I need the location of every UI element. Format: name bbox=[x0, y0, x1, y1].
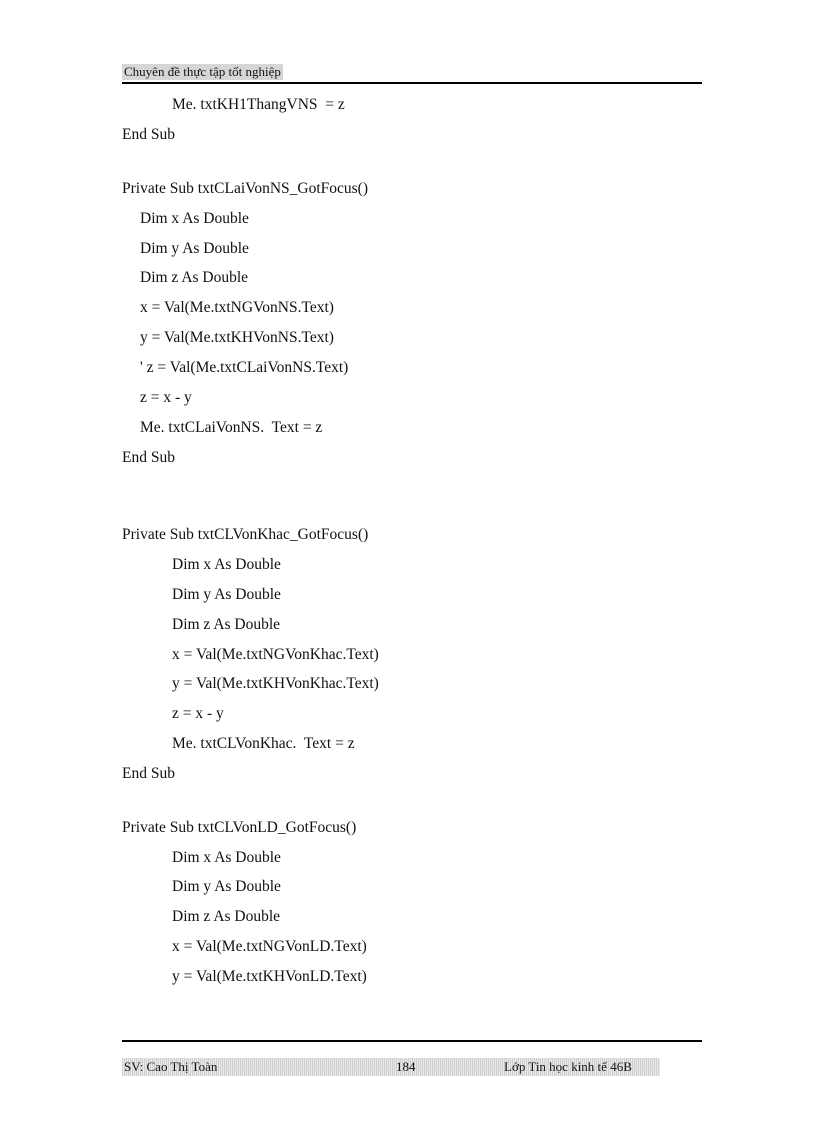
footer-student: SV: Cao Thị Toàn bbox=[124, 1059, 218, 1074]
code-line: Dim z As Double bbox=[172, 908, 281, 925]
page-footer bbox=[122, 1058, 660, 1076]
header-divider bbox=[122, 82, 702, 84]
code-line: ' z = Val(Me.txtCLaiVonNS.Text) bbox=[140, 359, 349, 376]
code-line: Me. txtCLaiVonNS. Text = z bbox=[140, 419, 323, 436]
code-line: Dim y As Double bbox=[172, 878, 281, 895]
code-line: Dim x As Double bbox=[172, 556, 281, 573]
footer-divider bbox=[122, 1040, 702, 1042]
code-line: y = Val(Me.txtKHVonNS.Text) bbox=[140, 329, 334, 346]
code-line: End Sub bbox=[122, 126, 175, 143]
code-line: Dim y As Double bbox=[140, 240, 249, 257]
code-line: Me. txtKH1ThangVNS = z bbox=[172, 96, 345, 113]
code-line: Dim z As Double bbox=[172, 616, 281, 633]
footer-class: Lớp Tin học kinh tế 46B bbox=[504, 1059, 632, 1074]
code-line: y = Val(Me.txtKHVonLD.Text) bbox=[172, 968, 367, 985]
code-line: x = Val(Me.txtNGVonKhac.Text) bbox=[172, 646, 379, 663]
code-line: End Sub bbox=[122, 765, 175, 782]
code-line: z = x - y bbox=[140, 389, 192, 406]
code-line: Private Sub txtCLaiVonNS_GotFocus() bbox=[122, 180, 368, 197]
code-line: z = x - y bbox=[172, 705, 224, 722]
code-line: Dim x As Double bbox=[172, 849, 281, 866]
code-line: Dim z As Double bbox=[140, 269, 249, 286]
code-line: y = Val(Me.txtKHVonKhac.Text) bbox=[172, 675, 379, 692]
code-line: Dim y As Double bbox=[172, 586, 281, 603]
page-header-title: Chuyên đề thực tập tốt nghiệp bbox=[124, 64, 281, 79]
code-line: x = Val(Me.txtNGVonLD.Text) bbox=[172, 938, 367, 955]
code-line: Dim x As Double bbox=[140, 210, 249, 227]
code-line: Me. txtCLVonKhac. Text = z bbox=[172, 735, 355, 752]
code-line: End Sub bbox=[122, 449, 175, 466]
code-line: x = Val(Me.txtNGVonNS.Text) bbox=[140, 299, 334, 316]
code-line: Private Sub txtCLVonLD_GotFocus() bbox=[122, 819, 357, 836]
page-number: 184 bbox=[396, 1059, 416, 1074]
code-line: Private Sub txtCLVonKhac_GotFocus() bbox=[122, 526, 369, 543]
